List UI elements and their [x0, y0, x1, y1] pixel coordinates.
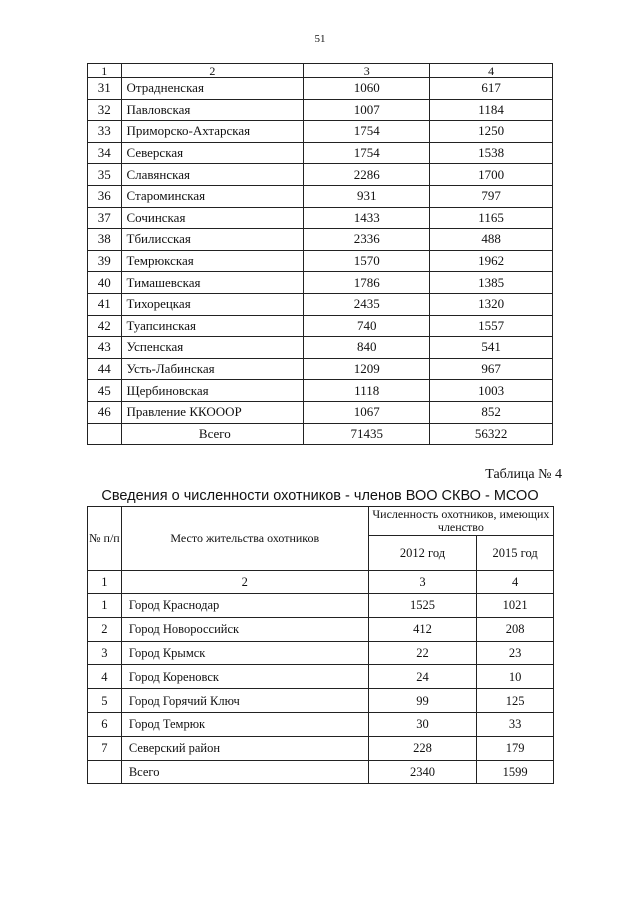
total-cell: 1599 — [477, 760, 554, 784]
row-name: Город Новороссийск — [121, 617, 368, 641]
table-column-numbers-row — [88, 64, 553, 78]
table-header-row — [88, 507, 554, 536]
column-number: 1 — [88, 64, 122, 78]
year-2015-header: 2015 год — [477, 536, 554, 571]
value-2015: 1557 — [430, 315, 553, 337]
count-column-header: Численность охотников, имеющих членство — [368, 507, 553, 536]
table-row — [88, 207, 553, 229]
row-number: 6 — [88, 712, 122, 736]
row-name: Славянская — [121, 164, 304, 186]
table-row — [88, 272, 553, 294]
table-row — [88, 229, 553, 251]
row-name: Город Крымск — [121, 641, 368, 665]
table-row — [88, 594, 554, 618]
year-2012-header: 2012 год — [368, 536, 477, 571]
value-2012: 412 — [368, 617, 477, 641]
row-name: Правление ККОООР — [121, 401, 304, 423]
row-number: 43 — [88, 337, 122, 359]
table-4 — [87, 506, 554, 784]
total-cell: 56322 — [430, 423, 553, 445]
table-row — [88, 121, 553, 143]
place-column-header: Место жительства охотников — [121, 507, 368, 571]
total-cell: 2340 — [368, 760, 477, 784]
row-number: 33 — [88, 121, 122, 143]
table-row — [88, 250, 553, 272]
table-3-continuation — [87, 63, 553, 445]
row-number: 31 — [88, 78, 122, 100]
table-row — [88, 689, 554, 713]
column-number: 4 — [430, 64, 553, 78]
value-2015: 33 — [477, 712, 554, 736]
value-2012: 931 — [304, 185, 430, 207]
column-number: 4 — [477, 571, 554, 594]
row-name: Город Темрюк — [121, 712, 368, 736]
value-2012: 2286 — [304, 164, 430, 186]
column-number: 1 — [88, 571, 122, 594]
column-number: 2 — [121, 571, 368, 594]
table-caption: Таблица № 4 — [485, 467, 562, 482]
value-2015: 1250 — [430, 121, 553, 143]
table-row — [88, 641, 554, 665]
row-name: Туапсинская — [121, 315, 304, 337]
table-row — [88, 315, 553, 337]
value-2015: 617 — [430, 78, 553, 100]
value-2015: 852 — [430, 401, 553, 423]
value-2015: 967 — [430, 358, 553, 380]
table-row — [88, 78, 553, 100]
table-row — [88, 337, 553, 359]
value-2015: 125 — [477, 689, 554, 713]
table-row — [88, 293, 553, 315]
row-number: 34 — [88, 142, 122, 164]
row-number: 42 — [88, 315, 122, 337]
table-row — [88, 380, 553, 402]
value-2012: 1570 — [304, 250, 430, 272]
number-column-header: № п/п — [88, 507, 122, 571]
total-cell: 71435 — [304, 423, 430, 445]
value-2015: 208 — [477, 617, 554, 641]
row-name: Тимашевская — [121, 272, 304, 294]
value-2012: 1754 — [304, 121, 430, 143]
value-2012: 1786 — [304, 272, 430, 294]
value-2012: 22 — [368, 641, 477, 665]
value-2012: 740 — [304, 315, 430, 337]
value-2012: 1209 — [304, 358, 430, 380]
value-2012: 30 — [368, 712, 477, 736]
value-2015: 488 — [430, 229, 553, 251]
row-name: Сочинская — [121, 207, 304, 229]
table-row — [88, 617, 554, 641]
row-number: 3 — [88, 641, 122, 665]
row-name: Приморско-Ахтарская — [121, 121, 304, 143]
value-2015: 1700 — [430, 164, 553, 186]
value-2012: 2435 — [304, 293, 430, 315]
row-name: Щербиновская — [121, 380, 304, 402]
row-name: Тбилисская — [121, 229, 304, 251]
row-number: 35 — [88, 164, 122, 186]
value-2015: 1962 — [430, 250, 553, 272]
row-name: Темрюкская — [121, 250, 304, 272]
value-2015: 10 — [477, 665, 554, 689]
row-number: 2 — [88, 617, 122, 641]
value-2015: 1538 — [430, 142, 553, 164]
table-row — [88, 712, 554, 736]
row-number: 4 — [88, 665, 122, 689]
value-2012: 1060 — [304, 78, 430, 100]
row-name: Город Краснодар — [121, 594, 368, 618]
value-2012: 1433 — [304, 207, 430, 229]
value-2015: 797 — [430, 185, 553, 207]
row-name: Тихорецкая — [121, 293, 304, 315]
row-number: 7 — [88, 736, 122, 760]
total-label: Всего — [121, 760, 368, 784]
row-number: 1 — [88, 594, 122, 618]
table-row — [88, 401, 553, 423]
value-2012: 1525 — [368, 594, 477, 618]
row-number: 46 — [88, 401, 122, 423]
table-row — [88, 358, 553, 380]
row-number: 32 — [88, 99, 122, 121]
row-name: Успенская — [121, 337, 304, 359]
table-column-numbers-row — [88, 571, 554, 594]
table-row — [88, 142, 553, 164]
value-2015: 1184 — [430, 99, 553, 121]
value-2012: 228 — [368, 736, 477, 760]
row-name: Отрадненская — [121, 78, 304, 100]
value-2012: 24 — [368, 665, 477, 689]
row-name: Город Горячий Ключ — [121, 689, 368, 713]
row-number: 39 — [88, 250, 122, 272]
value-2015: 541 — [430, 337, 553, 359]
value-2012: 1118 — [304, 380, 430, 402]
row-name: Павловская — [121, 99, 304, 121]
row-number: 5 — [88, 689, 122, 713]
value-2015: 1385 — [430, 272, 553, 294]
row-number: 41 — [88, 293, 122, 315]
table-row — [88, 185, 553, 207]
table-row — [88, 736, 554, 760]
column-number: 3 — [304, 64, 430, 78]
row-name: Город Кореновск — [121, 665, 368, 689]
total-cell — [88, 423, 122, 445]
table-title: Сведения о численности охотников - членов ВОО СКВО - МСОО — [101, 488, 539, 504]
row-name: Северский район — [121, 736, 368, 760]
value-2012: 1067 — [304, 401, 430, 423]
total-label: Всего — [121, 423, 304, 445]
row-name: Староминская — [121, 185, 304, 207]
value-2015: 179 — [477, 736, 554, 760]
value-2012: 840 — [304, 337, 430, 359]
total-cell — [88, 760, 122, 784]
row-number: 45 — [88, 380, 122, 402]
value-2015: 1320 — [430, 293, 553, 315]
table-total-row — [88, 423, 553, 445]
row-name: Северская — [121, 142, 304, 164]
value-2012: 1754 — [304, 142, 430, 164]
row-number: 37 — [88, 207, 122, 229]
row-number: 38 — [88, 229, 122, 251]
value-2012: 2336 — [304, 229, 430, 251]
value-2012: 99 — [368, 689, 477, 713]
row-number: 36 — [88, 185, 122, 207]
column-number: 3 — [368, 571, 477, 594]
value-2015: 1021 — [477, 594, 554, 618]
value-2015: 23 — [477, 641, 554, 665]
row-name: Усть-Лабинская — [121, 358, 304, 380]
table-row — [88, 99, 553, 121]
value-2012: 1007 — [304, 99, 430, 121]
page-number: 51 — [314, 33, 326, 45]
column-number: 2 — [121, 64, 304, 78]
value-2015: 1003 — [430, 380, 553, 402]
value-2015: 1165 — [430, 207, 553, 229]
table-row — [88, 665, 554, 689]
table-row — [88, 164, 553, 186]
row-number: 40 — [88, 272, 122, 294]
table-total-row — [88, 760, 554, 784]
row-number: 44 — [88, 358, 122, 380]
